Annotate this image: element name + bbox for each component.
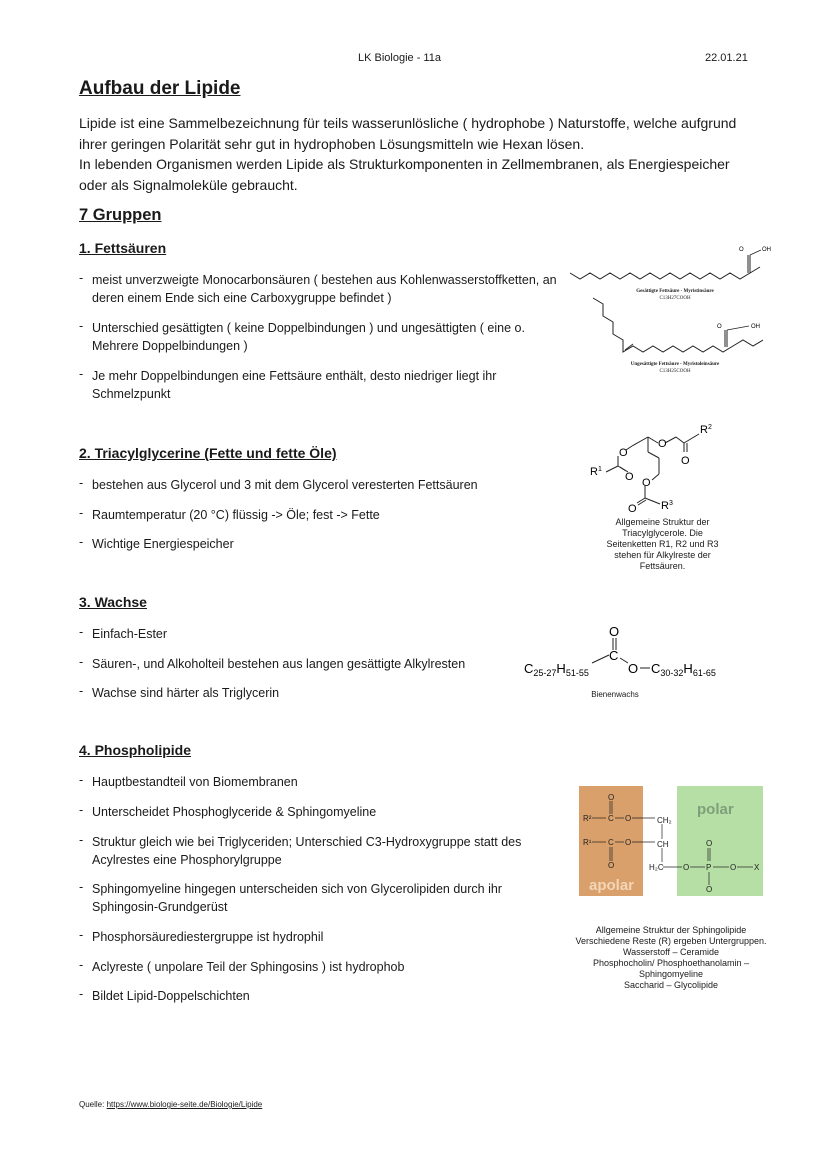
wax-left-chain: $C_{25-27}H_{51-55}$ <box>524 661 589 678</box>
bullet-text: Wichtige Energiespeicher <box>92 537 234 551</box>
caption-line: Wasserstoff – Ceramide <box>622 947 720 957</box>
bullet-fettsaeuren-1: - meist unverzweigte Monocarbonsäuren ( bestehen aus Kohlenwasserstoffketten, an deren einem Ende sich eine Carboxygruppe befindet ) <box>79 271 557 305</box>
bullet-text: Säuren-, und Alkoholteil bestehen aus langen gesättigte Alkylresten <box>92 657 466 671</box>
bullet-text: Bildet Lipid-Doppelschichten <box>92 989 250 1003</box>
unsaturated-caption: Ungesättigte Fettsäure - Myristoleinsäure <box>630 362 720 367</box>
tag-o-2: O <box>658 438 667 450</box>
bullet-text: Sphingomyeline hingegen unterscheiden sich von Glycerolipiden durch ihr Sphingosin-Grundgerüst <box>92 882 502 914</box>
bullet-phospholipide-7: - Bildet Lipid-Doppelschichten <box>79 987 250 1003</box>
wax-caption: Bienenwachs <box>591 690 639 699</box>
atom-c: C <box>608 814 614 823</box>
atom-r1: R¹ <box>583 838 592 847</box>
tag-r1: $R^1$ <box>590 466 602 478</box>
saturated-oh-label: OH <box>762 247 771 253</box>
triacylglycerol-structure <box>583 418 733 516</box>
tag-r2: $R^2$ <box>700 424 712 436</box>
atom-ch: CH <box>657 840 669 849</box>
sphingolipid-caption <box>560 925 782 991</box>
tag-o-6: O <box>628 503 637 515</box>
bullet-wachse-1: - Einfach-Ester <box>79 625 168 641</box>
saturated-o-label: O <box>739 247 744 253</box>
bullet-phospholipide-4: - Sphingomyeline hingegen unterscheiden sich von Glycerolipiden durch ihr Sphingosin-Grundgerüst <box>79 880 502 914</box>
bullet-text: Einfach-Ester <box>92 627 168 641</box>
caption-line: Sphingomyeline <box>638 969 704 979</box>
bullet-text: Wachse sind härter als Triglycerin <box>92 686 280 700</box>
caption-line: Allgemeine Struktur der Sphingolipide <box>595 925 747 935</box>
bullet-text: meist unverzweigte Monocarbonsäuren ( bestehen aus Kohlenwasserstoffketten, an deren einem Ende sich eine Carboxygruppe befindet ) <box>92 273 557 305</box>
groups-heading: 7 Gruppen <box>79 206 162 224</box>
bullet-text: Raumtemperatur (20 °C) flüssig -> Öle; fest -> Fette <box>92 508 380 522</box>
section-wachse-heading: 3. Wachse <box>79 594 147 610</box>
bullet-wachse-3: - Wachse sind härter als Triglycerin <box>79 684 280 700</box>
atom-h2c: H₂C <box>649 863 664 872</box>
source-link[interactable]: https://www.biologie-seite.de/Biologie/Lipide <box>106 1100 263 1109</box>
page-title: Aufbau der Lipide <box>79 78 241 99</box>
intro-paragraph-1: Lipide ist eine Sammelbezeichnung für teils wasserunlösliche ( hydrophobe ) Naturstoffe, welche aufgrund ihrer geringen Polarität sehr gut in hydrophoben Lösungsmitteln wie Hexan lösen. <box>79 115 737 152</box>
bullet-phospholipide-2: - Unterscheidet Phosphoglyceride & Sphingomyeline <box>79 803 377 819</box>
unsaturated-o-label: O <box>717 324 722 330</box>
atom-c: C <box>608 838 614 847</box>
atom-o: O <box>706 885 713 894</box>
bullet-text: bestehen aus Glycerol und 3 mit dem Glycerol veresterten Fettsäuren <box>92 478 478 492</box>
saturated-chain <box>570 267 760 279</box>
wax-ester-structure <box>520 622 740 684</box>
atom-ch2: CH₂ <box>657 816 672 825</box>
wax-o-top: O <box>609 624 620 639</box>
bullet-text: Aclyreste ( unpolare Teil der Sphingosins ) ist hydrophob <box>92 960 405 974</box>
bullet-text: Unterscheidet Phosphoglyceride & Sphingomyeline <box>92 805 377 819</box>
tag-o-1: O <box>619 447 628 459</box>
caption-line: Phosphocholin/ Phosphoethanolamin – <box>592 958 750 968</box>
unsaturated-chain <box>593 298 763 352</box>
bullet-fettsaeuren-2: - Unterschied gesättigten ( keine Doppelbindungen ) und ungesättigten ( eine o. Mehrere Doppelbindungen ) <box>79 319 525 353</box>
header-date: 22.01.21 <box>705 52 748 64</box>
header-course: LK Biologie - 11a <box>358 52 441 64</box>
intro-paragraph-2: In lebenden Organismen werden Lipide als Strukturkomponenten in Zellmembranen, als Energiespeicher oder als Signalmoleküle gebraucht. <box>79 156 730 193</box>
bullet-tag-1: - bestehen aus Glycerol und 3 mit dem Glycerol veresterten Fettsäuren <box>79 476 478 492</box>
atom-o: O <box>706 839 713 848</box>
tag-caption: Allgemeine Struktur der Triacylglycerole. Die Seitenketten R1, R2 und R3 stehen für Alkylreste der Fettsäuren. <box>606 517 719 571</box>
atom-o: O <box>730 863 737 872</box>
bullet-fettsaeuren-3: - Je mehr Doppelbindungen eine Fettsäure enthält, desto niedriger liegt ihr Schmelzpunkt <box>79 367 497 401</box>
polar-label: polar <box>697 801 734 818</box>
section-fettsaeuren-heading: 1. Fettsäuren <box>79 240 167 256</box>
bullet-tag-3: - Wichtige Energiespeicher <box>79 535 234 551</box>
saturated-formula: C13H27COOH <box>659 296 691 301</box>
wax-right-chain: $C_{30-32}H_{61-65}$ <box>651 661 716 678</box>
bullet-tag-2: - Raumtemperatur (20 °C) flüssig -> Öle; fest -> Fette <box>79 506 380 522</box>
intro <box>79 113 759 195</box>
apolar-label: apolar <box>589 877 635 894</box>
unsaturated-oh-label: OH <box>751 324 760 330</box>
caption-line: Saccharid – Glycolipide <box>623 980 719 990</box>
bullet-phospholipide-1: - Hauptbestandteil von Biomembranen <box>79 773 298 789</box>
fatty-acid-structures <box>565 240 785 380</box>
atom-x: X <box>754 863 760 872</box>
bullet-text: Struktur gleich wie bei Triglyceriden; Unterschied C3-Hydroxygruppe statt des Acylrestes eine Phosphorylgruppe <box>92 835 522 867</box>
atom-o: O <box>608 861 615 870</box>
tag-o-5: O <box>642 477 651 489</box>
bullet-text: Unterschied gesättigten ( keine Doppelbindungen ) und ungesättigten ( eine o. Mehrere Doppelbindungen ) <box>92 321 525 353</box>
atom-p: P <box>706 863 712 872</box>
atom-r2: R² <box>583 814 592 823</box>
atom-o: O <box>625 838 632 847</box>
saturated-caption: Gesättigte Fettsäure - Myristinsäure <box>636 289 714 294</box>
tag-o-3: O <box>681 455 690 467</box>
bullet-text: Hauptbestandteil von Biomembranen <box>92 775 298 789</box>
caption-line: Verschiedene Reste (R) ergeben Untergruppen. <box>575 936 767 946</box>
bullet-wachse-2: - Säuren-, und Alkoholteil bestehen aus langen gesättigte Alkylresten <box>79 655 466 671</box>
bullet-text: Phosphorsäurediestergruppe ist hydrophil <box>92 930 324 944</box>
bullet-text: Je mehr Doppelbindungen eine Fettsäure enthält, desto niedriger liegt ihr Schmelzpunkt <box>92 369 497 401</box>
section-phospholipide-heading: 4. Phospholipide <box>79 742 192 758</box>
wax-o-mid: O <box>628 661 639 676</box>
section-tag-heading: 2. Triacylglycerine (Fette und fette Öle) <box>79 445 337 461</box>
atom-o: O <box>608 793 615 802</box>
bullet-phospholipide-5: - Phosphorsäurediestergruppe ist hydrophil <box>79 928 324 944</box>
source-label: Quelle: <box>79 1100 105 1109</box>
source <box>79 1100 262 1109</box>
tag-o-4: O <box>625 471 634 483</box>
sphingolipid-structure <box>579 786 763 896</box>
wax-center-c: C <box>609 648 619 663</box>
atom-o: O <box>625 814 632 823</box>
unsaturated-formula: C13H25COOH <box>659 369 691 374</box>
atom-o: O <box>683 863 690 872</box>
bullet-phospholipide-6: - Aclyreste ( unpolare Teil der Sphingosins ) ist hydrophob <box>79 958 405 974</box>
bullet-phospholipide-3: - Struktur gleich wie bei Triglyceriden; Unterschied C3-Hydroxygruppe statt des Acylrestes eine Phosphorylgruppe <box>79 833 522 867</box>
tag-r3: $R^3$ <box>661 500 673 512</box>
